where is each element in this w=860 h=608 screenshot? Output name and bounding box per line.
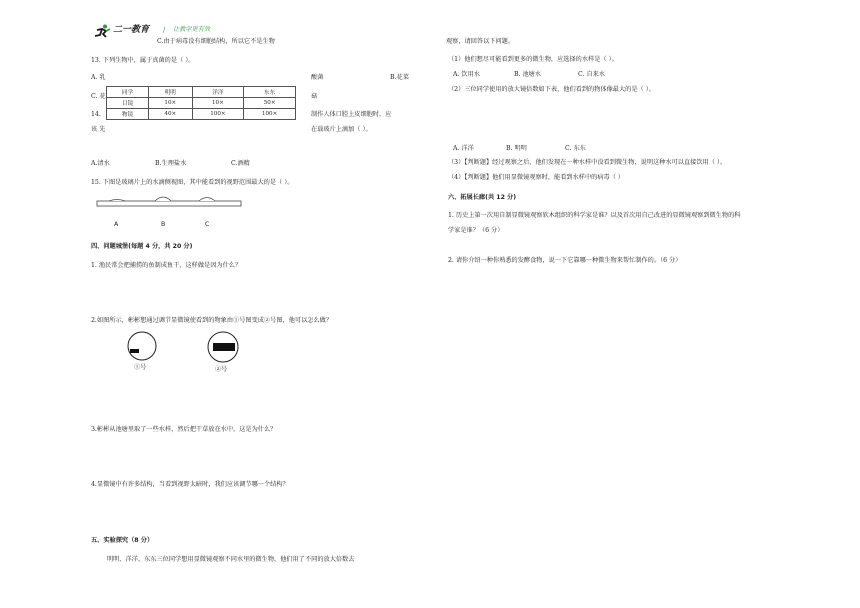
- water-drop-figure: [97, 194, 242, 208]
- table-header-cell: 东东: [244, 87, 296, 98]
- table-cell: 目镜: [107, 98, 149, 109]
- sub-q1-option-b: B. 池塘水: [514, 71, 542, 78]
- q13-text: 13. 下列生物中，属于真菌的是（ ）。: [91, 57, 195, 64]
- q14-text-b: 该 先: [91, 126, 106, 133]
- table-cell: 100×: [244, 109, 296, 120]
- q15-text: 15. 下图是玻璃片上的水滴侧视图，其中能看到的视野范围最大的是（ ）。: [91, 179, 294, 186]
- magnification-table: [106, 86, 296, 120]
- q13-option-a-cont: 酸菌: [311, 74, 324, 81]
- q12-option-c: C.由于病毒没有细胞结构，所以它不是生物: [157, 38, 275, 45]
- drop-label-b: B: [161, 221, 166, 228]
- question-2: 2.如图所示，彬彬想通过调节显微镜使看到的物象由①号图变成②号图，他可以怎么做？: [91, 317, 333, 324]
- table-header-row: [107, 87, 296, 98]
- sub-q2-option-b: B. 明明: [506, 145, 527, 152]
- drop-a: [109, 200, 125, 202]
- drop-b: [155, 197, 171, 201]
- sub-question-1: （1）他们想尽可能看到更多的微生物，应选择的水样是（ ）。: [448, 56, 618, 63]
- extension-1b: 学家是谁？（6 分）: [448, 227, 504, 234]
- q14-option-a: A.清水: [91, 160, 110, 167]
- table-cell: 50×: [244, 98, 296, 109]
- extension-1a: 1. 历史上第一次用自制显微镜观察软木组织的科学家是谁？以及首次用自己改进的显微镜观察到微生物的科: [448, 212, 741, 219]
- drop-label-c: C: [205, 221, 210, 228]
- sub-question-2: （2）三位同学使用的放大镜倍数如下表，他们看到的物体像最大的是（ ）。: [448, 86, 655, 93]
- question-1: 1. 渔民常会把捕捞的鱼制成鱼干，这样做是因为什么？: [91, 262, 242, 269]
- table-row: [107, 98, 296, 109]
- sub-q2-option-a: A. 洋洋: [453, 145, 474, 152]
- table-cell: 10×: [149, 98, 192, 109]
- table-header-cell: 同学: [107, 87, 149, 98]
- microscope-view-1-icon: [127, 331, 157, 361]
- table-header-cell: 明明: [149, 87, 192, 98]
- sub-q2-option-c: C. 东东: [565, 145, 586, 152]
- table-row: [107, 109, 296, 120]
- figure-2-label: ②号: [215, 366, 228, 373]
- section5-title: 五、实验探究（8 分）: [91, 537, 154, 544]
- table-cell: 100×: [192, 109, 244, 120]
- q14-option-b: B.生理盐水: [155, 160, 187, 167]
- q14-text-c: 在载玻片上滴加（ ）。: [311, 126, 372, 133]
- runner-logo-icon: [93, 24, 113, 38]
- slogan: 让教学更有效: [173, 26, 211, 33]
- section5-continued: 观察，请回答以下问题。: [446, 38, 515, 45]
- table-header-cell: 洋洋: [192, 87, 244, 98]
- q13-option-a: A. 乳: [91, 74, 106, 81]
- q14-option-c: C.酒精: [231, 160, 250, 167]
- q13-option-c-cont: 菇: [311, 93, 318, 100]
- q13-option-c: C. 花: [91, 93, 106, 100]
- table-cell: 10×: [192, 98, 244, 109]
- section4-title: 四、问题城堡(每题 4 分，共 20 分): [91, 243, 193, 250]
- sub-q1-option-a: A. 饮用水: [453, 71, 480, 78]
- logo-text: 二一教育: [113, 25, 150, 35]
- table-cell: 40×: [149, 109, 192, 120]
- figure-1-label: ①号: [134, 364, 147, 371]
- drop-c: [199, 198, 215, 202]
- sub-question-4: （4）【判断题】他们用显微镜观察时，能看到水样中的病毒（ ）: [448, 174, 625, 181]
- drop-label-a: A: [114, 221, 119, 228]
- slogan-separator: /: [163, 26, 166, 34]
- q13-option-b: B.花菜: [390, 74, 409, 81]
- section5-intro: 明明、洋洋、东东三位同学想用显微镜观察不同水里的微生物，他们用了不同的放大倍数去: [107, 556, 355, 563]
- section6-title: 六、拓展长廊(共 12 分): [448, 194, 517, 201]
- extension-2: 2. 请你介绍一种你熟悉的发酵食物，说一下它靠哪一种微生物来帮忙制作的。（6 分）: [448, 257, 682, 264]
- q14-text-a: 制作人体口腔上皮细胞时，应: [311, 111, 392, 118]
- microscope-view-2-icon: [207, 331, 239, 363]
- table-cell: 物镜: [107, 109, 149, 120]
- question-3: 3.彬彬从池塘里取了一些水样，然后把干草放在水中，这是为什么？: [91, 426, 277, 433]
- sub-q1-option-c: C. 自来水: [578, 71, 606, 78]
- question-4: 4.显微镜中有许多结构，当看到视野太暗时，我们应该调节哪一个结构？: [91, 481, 289, 488]
- q14-number: 14.: [91, 111, 101, 118]
- sub-question-3: （3）【判断题】经过观察之后，他们发现在一种水样中没看到微生物，说明这种水可以直接饮用（ ）。: [448, 159, 727, 166]
